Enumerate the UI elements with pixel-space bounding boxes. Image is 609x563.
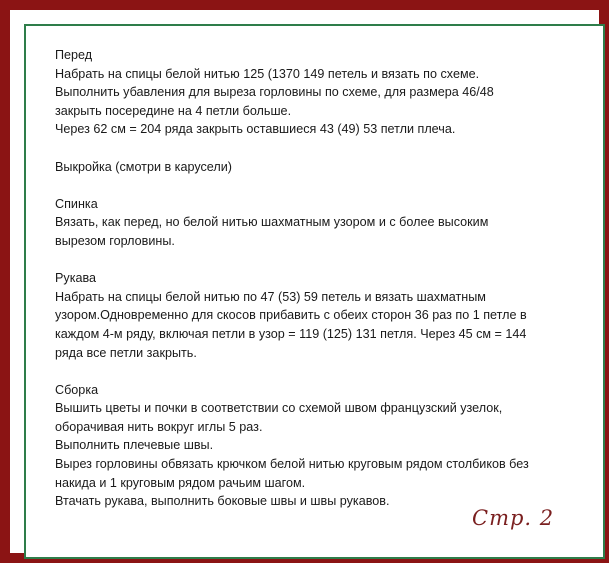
text-line: Набрать на спицы белой нитью 125 (1370 149 петель и вязать по схеме.	[55, 66, 480, 81]
section-title-back: Спинка	[55, 196, 98, 211]
text-line: Через 62 см = 204 ряда закрыть оставшиеся 43 (49) 53 петли плеча.	[55, 122, 456, 137]
section-title-front: Перед	[55, 48, 93, 62]
text-line: Выполнить плечевые швы.	[55, 438, 214, 453]
document-body	[55, 46, 585, 511]
text-line: оборачивая нить вокруг иглы 5 раз.	[55, 419, 263, 434]
spacer	[55, 251, 585, 270]
text-line: каждом 4-м ряду, включая петли в узор = 119 (125) 131 петля. Через 45 см = 144	[55, 326, 527, 341]
text-line: Набрать на спицы белой нитью по 47 (53) 59 петель и вязать шахматным	[55, 289, 486, 304]
text-line: ряда все петли закрыть.	[55, 345, 197, 360]
page-number-label: Стр. 2	[472, 506, 555, 530]
section-title-sleeves: Рукава	[55, 271, 97, 286]
text-line: вырезом горловины.	[55, 233, 175, 248]
text-line: Вышить цветы и почки в соответствии со схемой швом французский узелок,	[55, 401, 503, 416]
pattern-note: Выкройка (смотри в карусели)	[55, 159, 232, 174]
text-line: Вырез горловины обвязать крючком белой нитью круговым рядом столбиков без	[55, 457, 529, 472]
text-line: накида и 1 круговым рядом рачьим шагом.	[55, 475, 306, 490]
spacer	[55, 362, 585, 381]
spacer	[55, 139, 585, 158]
text-line: Выполнить убавления для выреза горловины по схеме, для размера 46/48	[55, 85, 494, 100]
spacer	[55, 176, 585, 195]
text-line: Втачать рукава, выполнить боковые швы и швы рукавов.	[55, 494, 390, 509]
text-line: Вязать, как перед, но белой нитью шахматным узором и с более высоким	[55, 215, 489, 230]
text-line: узором.Одновременно для скосов прибавить с обеих сторон 36 раз по 1 петле в	[55, 308, 527, 323]
text-line: закрыть посередине на 4 петли больше.	[55, 103, 292, 118]
section-title-assembly: Сборка	[55, 382, 99, 397]
